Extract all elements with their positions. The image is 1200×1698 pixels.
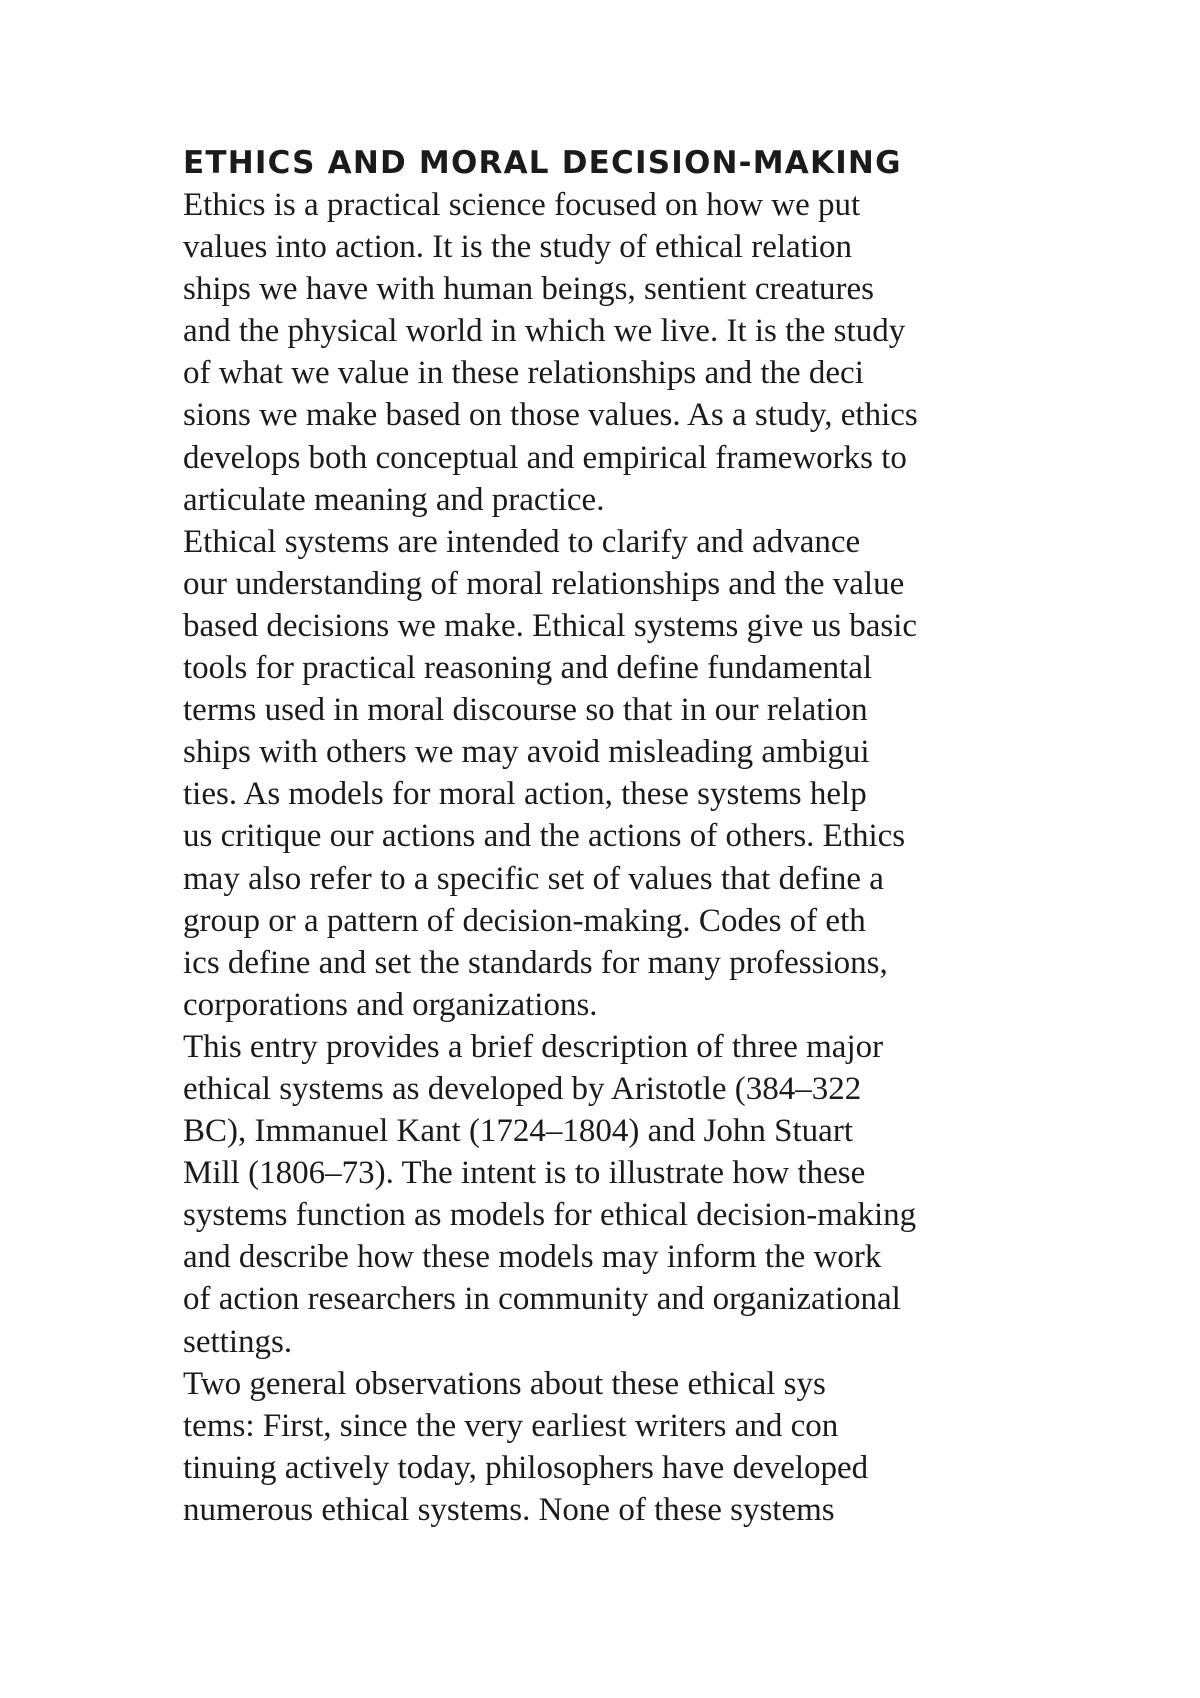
text-line: corporations and organizations. [183,986,598,1023]
text-line: sions we make based on those values. As a study, ethics [183,397,918,434]
text-line: us critique our actions and the actions of others. Ethics [183,818,906,855]
text-line: tools for practical reasoning and define fundamental [183,650,873,687]
text-line: articulate meaning and practice. [183,481,605,518]
text-line: Mill (1806–73). The intent is to illustrate how these [183,1155,866,1192]
text-line: tinuing actively today, philosophers have developed [183,1449,869,1486]
text-line: and the physical world in which we live. It is the study [183,313,906,350]
text-line: ships with others we may avoid misleading ambigui [183,734,870,771]
paragraph-container [183,184,1043,1531]
document-body [183,142,1043,1531]
text-line: group or a pattern of decision-making. Codes of eth [183,902,866,939]
text-line: Two general observations about these ethical sys [183,1365,826,1402]
text-line: of action researchers in community and organizational [183,1281,901,1318]
text-line: numerous ethical systems. None of these systems [183,1491,835,1528]
text-line: ics define and set the standards for many professions, [183,944,888,981]
text-line: terms used in moral discourse so that in our relation [183,692,868,729]
text-line: our understanding of moral relationships and the value [183,565,905,602]
document-title: ETHICS AND MORAL DECISION-MAKING [183,145,902,181]
paragraph [183,521,1043,1026]
paragraph [183,1363,1043,1531]
text-line: Ethics is a practical science focused on how we put [183,187,861,223]
paragraph [183,1026,1043,1363]
text-line: based decisions we make. Ethical systems give us basic [183,607,918,644]
text-line: may also refer to a specific set of values that define a [183,860,884,897]
text-line: BC), Immanuel Kant (1724–1804) and John Stuart [183,1113,853,1150]
text-line: tems: First, since the very earliest writers and con [183,1407,839,1444]
text-line: of what we value in these relationships and the deci [183,355,864,392]
text-line: ethical systems as developed by Aristotle (384–322 [183,1070,862,1107]
text-line: Ethical systems are intended to clarify and advance [183,523,861,560]
text-line: systems function as models for ethical decision-making [183,1197,917,1234]
text-line: and describe how these models may inform the work [183,1239,882,1276]
text-line: develops both conceptual and empirical frameworks to [183,439,907,476]
paragraph [183,184,1043,521]
text-line: settings. [183,1323,293,1360]
text-line: values into action. It is the study of ethical relation [183,229,852,266]
text-line: ties. As models for moral action, these systems help [183,776,867,813]
text-line: ships we have with human beings, sentient creatures [183,271,874,308]
text-line: This entry provides a brief description of three major [183,1028,884,1065]
